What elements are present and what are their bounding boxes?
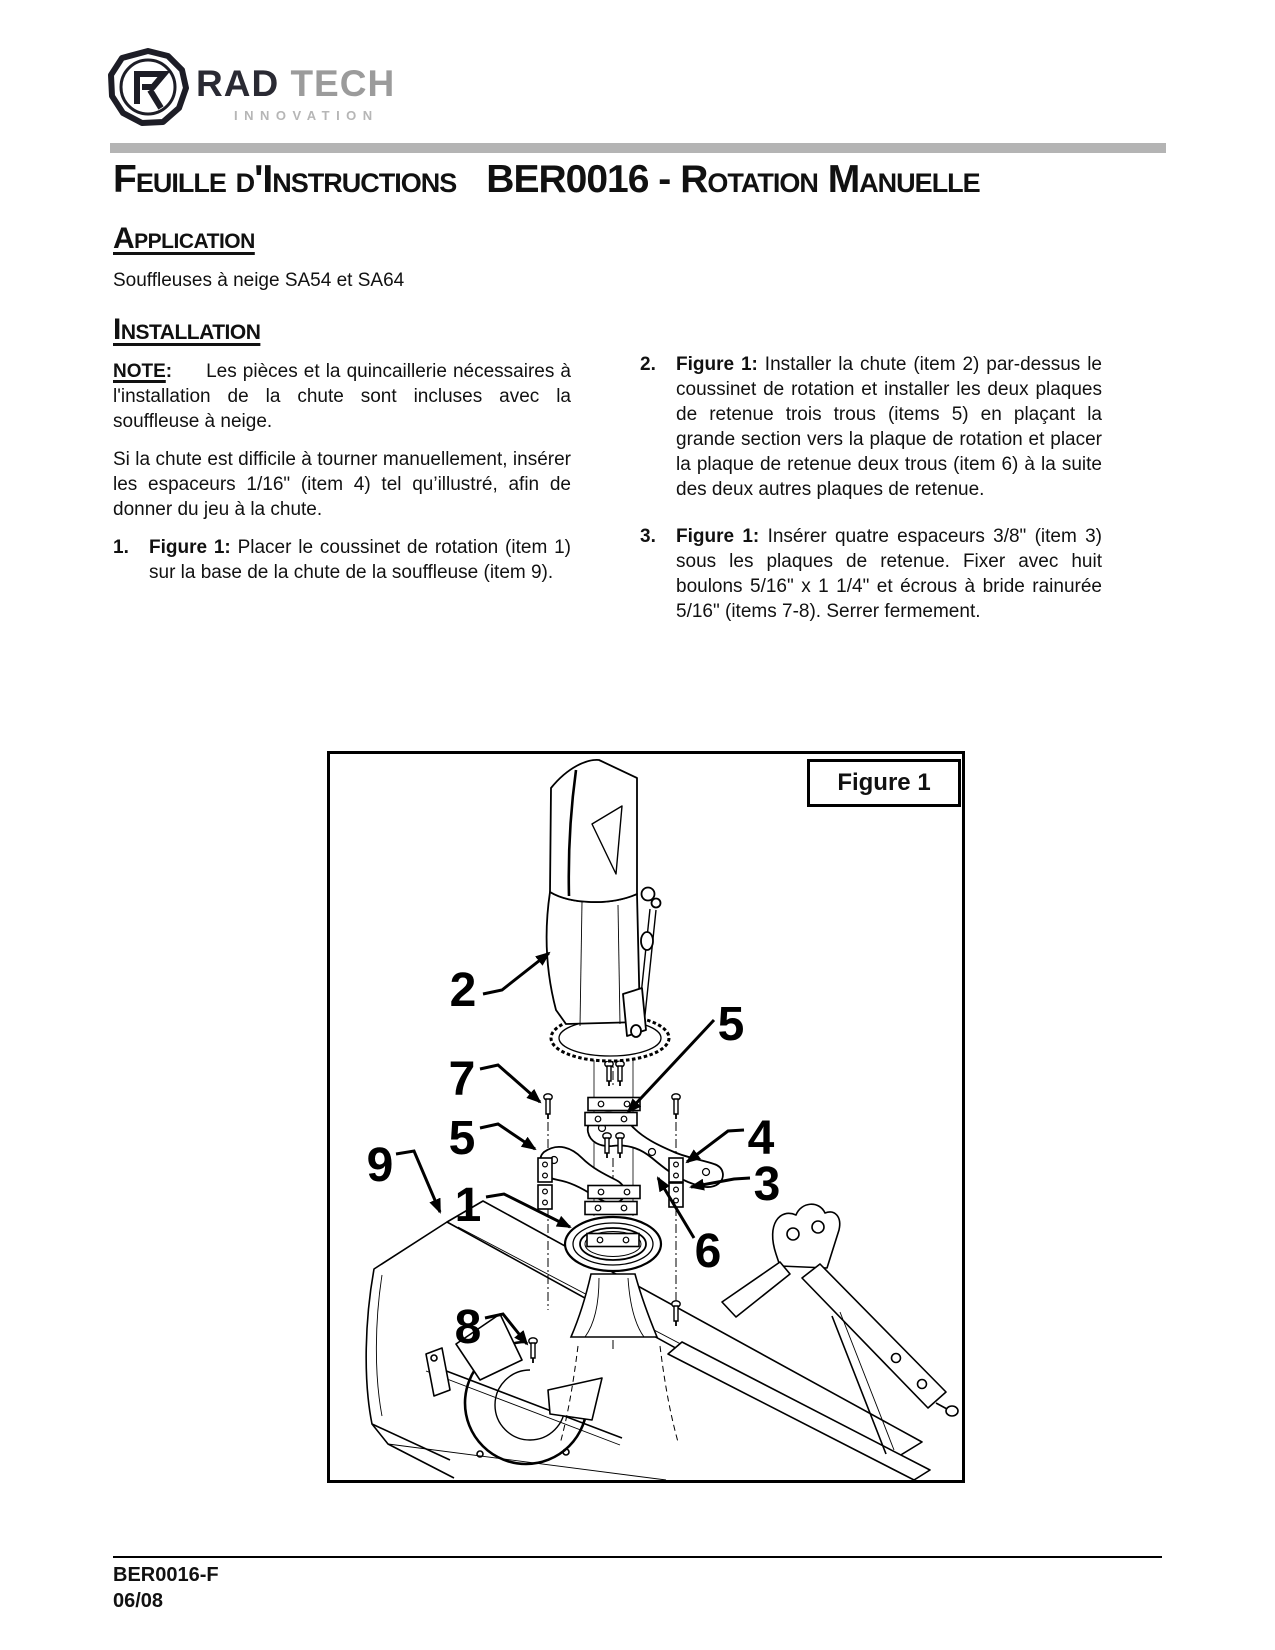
step-2: [640, 352, 1102, 502]
callout-5b: 5: [448, 1112, 476, 1165]
step-1: [113, 535, 571, 585]
callout-7: 7: [448, 1053, 476, 1106]
footer-doc-number: BER0016-F: [113, 1564, 219, 1586]
figure-label: Figure 1: [807, 759, 961, 807]
application-body: Souffleuses à neige SA54 et SA64: [113, 270, 405, 291]
brand-rad: RAD: [196, 63, 280, 104]
logo-badge-icon: [111, 51, 186, 123]
left-column: [113, 224, 571, 598]
callout-1: 1: [454, 1179, 482, 1232]
spacer-paragraph: Si la chute est difficile à tourner manuellement, insérer les espaceurs 1/16" (item 4) tel qu’illustré, afin de donner du jeu à la chute.: [113, 449, 571, 520]
callout-9: 9: [366, 1139, 394, 1192]
leader-4: [687, 1130, 744, 1162]
note-body: Les pièces et la quincaillerie nécessaires à l'installation de la chute sont incluses avec la souffleuse à neige.: [113, 361, 571, 432]
chute-drawing: [547, 760, 669, 1061]
step-3-text: Insérer quatre espaceurs 3/8" (item 3) sous les plaques de retenue. Fixer avec huit boulons 5/16" x 1 1/4" et écrous à bride rainurée 5/16" (items 7-8). Serrer fermement.: [676, 526, 1103, 622]
note-label: NOTE: [113, 361, 166, 382]
step-1-number: 1.: [113, 537, 129, 558]
footer-date: 06/08: [113, 1590, 164, 1612]
application-heading: Application: [113, 222, 255, 255]
leader-9: [396, 1151, 440, 1212]
leader-5b: [480, 1124, 535, 1149]
brand-subtitle: INNOVATION: [234, 108, 379, 123]
step-2-number: 2.: [640, 354, 656, 375]
callout-2: 2: [449, 964, 477, 1017]
installation-heading: Installation: [113, 313, 261, 346]
step-3: [640, 524, 1102, 624]
step-1-figure-ref: Figure 1:: [149, 537, 231, 558]
step-3-figure-ref: Figure 1:: [676, 526, 760, 547]
svg-text:RAD TECH: [196, 63, 395, 104]
title-left: Feuille d'Instructions: [113, 158, 457, 201]
callout-4: 4: [747, 1112, 775, 1165]
brand-tech: TECH: [290, 63, 396, 104]
step-2-text: Installer la chute (item 2) par-dessus le coussinet de rotation et installer les deux plaques de retenue trois trous (items 5) en plaçant la grande section vers la plaque de rotation et placer la plaque de retenue deux trous (item 6) à la suite des deux autres plaques de retenue.: [676, 354, 1102, 500]
exploded-diagram: [330, 754, 962, 1480]
note-paragraph: NOTE: Les pièces et la quincaillerie nécessaires à l'installation de la chute sont incluses avec la souffleuse à neige.: [113, 361, 571, 432]
title-right: Rotation Manuelle: [680, 158, 980, 201]
page-title: [113, 158, 1213, 202]
callout-5a: 5: [717, 998, 745, 1051]
title-code: BER0016 -: [486, 158, 671, 201]
leader-2: [483, 953, 549, 994]
radtech-logo: [108, 48, 438, 134]
step-3-number: 3.: [640, 526, 656, 547]
callout-8: 8: [454, 1301, 482, 1354]
step-2-figure-ref: Figure 1:: [676, 354, 758, 375]
figure-1-box: [327, 751, 965, 1483]
step-1-text: Placer le coussinet de rotation (item 1) sur la base de la chute de la souffleuse (item 9).: [149, 537, 571, 583]
header-divider-bar: [110, 143, 1166, 153]
logo-wordmark: [196, 63, 395, 123]
callout-6: 6: [694, 1225, 722, 1278]
footer: [113, 1562, 219, 1614]
leader-7: [480, 1065, 540, 1102]
right-column: [640, 352, 1102, 637]
footer-divider: [113, 1556, 1162, 1558]
callout-3: 3: [753, 1158, 781, 1211]
